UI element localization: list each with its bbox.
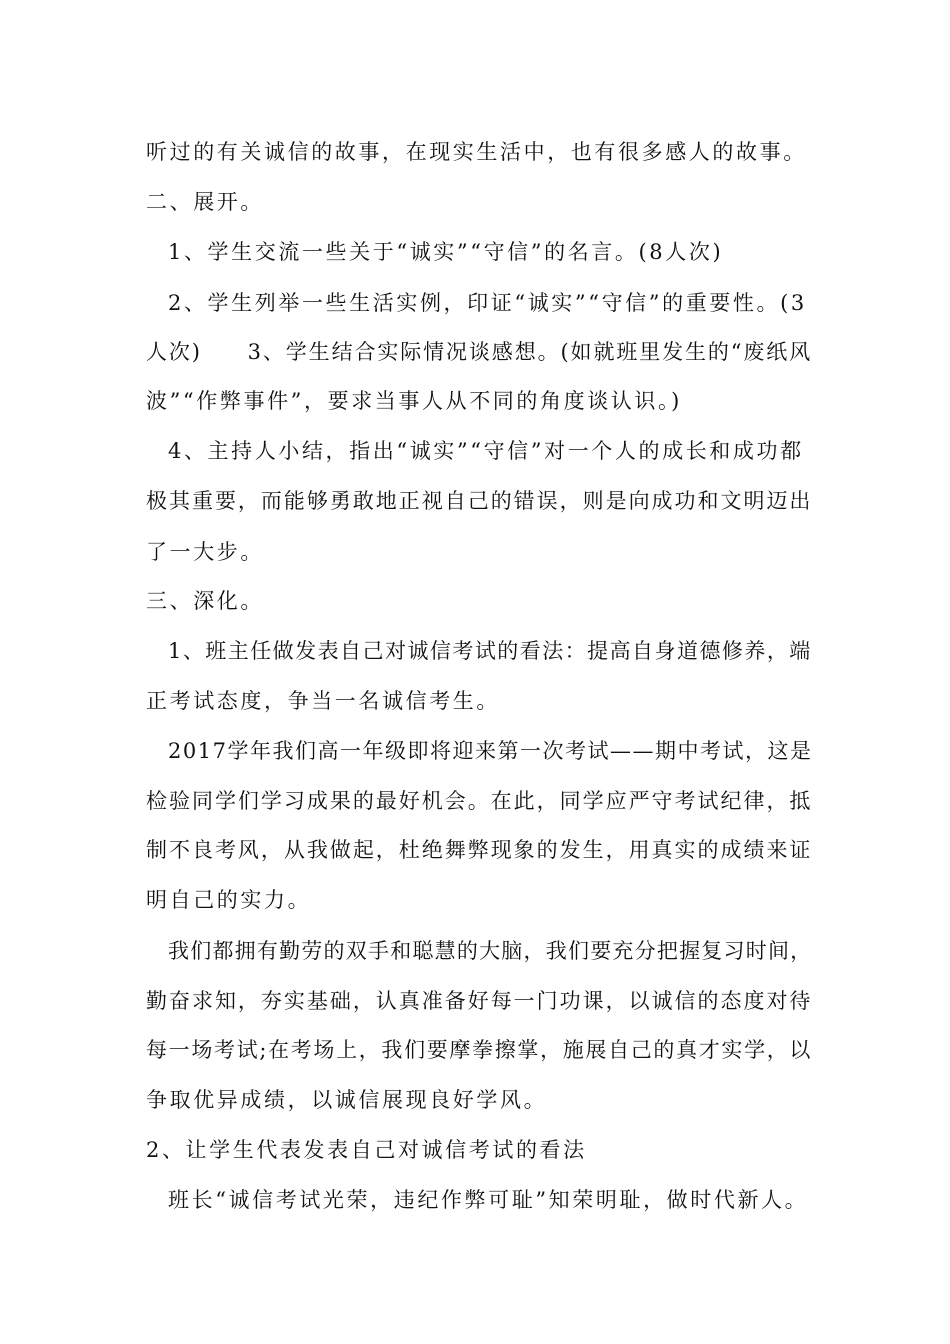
text-line: 我们都拥有勤劳的双手和聪慧的大脑，我们要充分把握复习时间， (168, 939, 813, 963)
section-heading: 二、展开。 (146, 190, 264, 214)
text-line: 班长“诚信考试光荣，违纪作弊可耻”知荣明耻，做时代新人。 (168, 1188, 809, 1212)
text-line: 波”“作弊事件”，要求当事人从不同的角度谈认识。) (146, 389, 682, 413)
text-line: 极其重要，而能够勇敢地正视自己的错误，则是向成功和文明迈出 (146, 489, 813, 513)
text-line: 了一大步。 (146, 540, 264, 564)
section-heading: 2、让学生代表发表自己对诚信考试的看法 (146, 1138, 587, 1162)
text-line: 制不良考风，从我做起，杜绝舞弊现象的发生，用真实的成绩来证 (146, 838, 813, 862)
text-line: 每一场考试;在考场上，我们要摩拳擦掌，施展自己的真才实学，以 (146, 1038, 813, 1062)
text-line: 1、学生交流一些关于“诚实”“守信”的名言。(8人次) (168, 240, 724, 264)
text-line: 2017学年我们高一年级即将迎来第一次考试——期中考试，这是 (168, 739, 813, 763)
text-line: 检验同学们学习成果的最好机会。在此，同学应严守考试纪律，抵 (146, 789, 813, 813)
section-heading: 三、深化。 (146, 589, 264, 613)
text-line: 听过的有关诚信的故事，在现实生活中，也有很多感人的故事。 (146, 140, 807, 164)
text-line: 2、学生列举一些生活实例，印证“诚实”“守信”的重要性。(3 (168, 291, 807, 315)
text-line: 勤奋求知，夯实基础，认真准备好每一门功课，以诚信的态度对待 (146, 989, 813, 1013)
text-line: 人次) 3、学生结合实际情况谈感想。(如就班里发生的“废纸风 (146, 340, 813, 364)
text-line: 争取优异成绩，以诚信展现良好学风。 (146, 1088, 548, 1112)
text-line: 正考试态度，争当一名诚信考生。 (146, 689, 500, 713)
text-line: 4、主持人小结，指出“诚实”“守信”对一个人的成长和成功都 (168, 439, 804, 463)
text-line: 明自己的实力。 (146, 888, 312, 912)
text-line: 1、班主任做发表自己对诚信考试的看法：提高自身道德修养，端 (168, 639, 812, 663)
